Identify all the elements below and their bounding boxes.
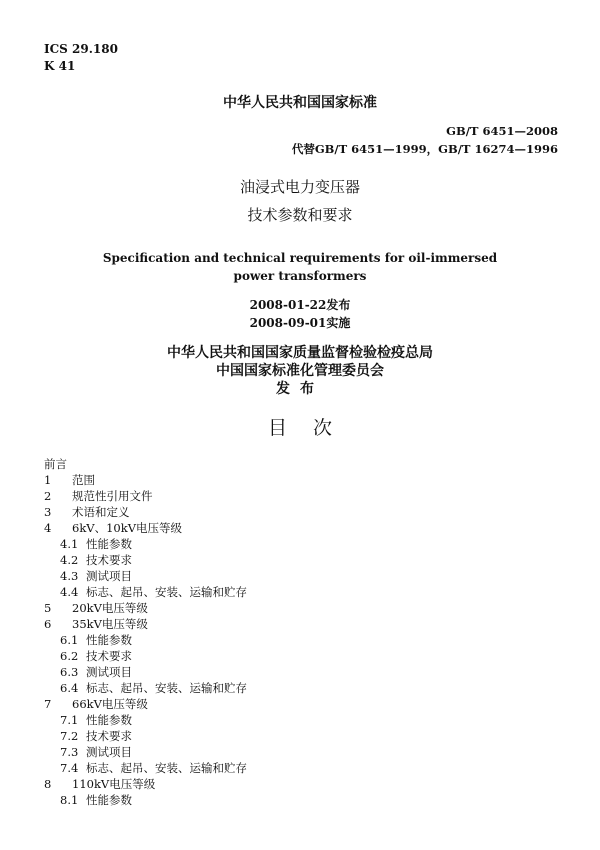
standard-code: GB/T 6451—2008: [446, 124, 558, 138]
toc-item[interactable]: [44, 792, 247, 808]
toc-item-number: 7.4: [60, 761, 79, 775]
toc-item-number: 8.1: [60, 793, 79, 807]
toc-item-number: 7.3: [60, 745, 79, 759]
toc-item-label: 技术要求: [86, 553, 132, 567]
title-en-line1: Specification and technical requirements for oil-immersed: [102, 251, 498, 265]
toc-item-number: 4.3: [60, 569, 79, 583]
toc-item[interactable]: [44, 648, 247, 664]
toc-item-number: 4: [44, 521, 52, 535]
toc-item-label: 35kV电压等级: [72, 617, 148, 631]
toc-item-number: 6.3: [60, 665, 79, 679]
implement-date: 2008-09-01实施: [249, 316, 351, 330]
toc-item-label: 标志、起吊、安装、运输和贮存: [86, 681, 247, 695]
toc-item-number: 6.2: [60, 649, 79, 663]
toc-item-label: 性能参数: [86, 713, 132, 727]
toc-item[interactable]: [44, 696, 247, 712]
toc-item-label: 性能参数: [86, 537, 132, 551]
toc-item-label: 性能参数: [86, 793, 132, 807]
toc-item[interactable]: [44, 632, 247, 648]
toc-item-label: 技术要求: [86, 729, 132, 743]
toc-item-number: 6: [44, 617, 52, 631]
toc-item-label: 标志、起吊、安装、运输和贮存: [86, 761, 247, 775]
toc-item[interactable]: [44, 536, 247, 552]
toc-item-number: 3: [44, 505, 52, 519]
title-en: [0, 249, 600, 285]
toc-item[interactable]: [44, 584, 247, 600]
issuer-block: [0, 344, 600, 398]
toc-item-label: 性能参数: [86, 633, 132, 647]
toc-item[interactable]: [44, 568, 247, 584]
toc-item-label: 前言: [44, 457, 67, 471]
title-cn-line2: 技术参数和要求: [247, 206, 353, 224]
toc-item[interactable]: [44, 456, 247, 472]
toc-item[interactable]: [44, 616, 247, 632]
ics-code: ICS 29.180: [44, 42, 118, 56]
toc-item-number: 4.4: [60, 585, 79, 599]
toc-item-number: 6.4: [60, 681, 79, 695]
title-en-line2: power transformers: [233, 269, 367, 283]
toc-item-label: 标志、起吊、安装、运输和贮存: [86, 585, 247, 599]
toc-item-number: 7.1: [60, 713, 79, 727]
toc-item-label: 测试项目: [86, 569, 132, 583]
standard-number-block: [292, 122, 558, 158]
toc-item-number: 7: [44, 697, 52, 711]
dates-block: [0, 296, 600, 332]
toc-item-label: 测试项目: [86, 665, 132, 679]
title-cn-line1: 油浸式电力变压器: [239, 178, 360, 196]
toc-item-number: 1: [44, 473, 52, 487]
toc-item[interactable]: [44, 520, 247, 536]
toc-item[interactable]: [44, 728, 247, 744]
toc-item[interactable]: [44, 744, 247, 760]
toc-item[interactable]: [44, 680, 247, 696]
toc-item-label: 范围: [72, 473, 95, 487]
table-of-contents: [44, 456, 247, 808]
classification-codes: [44, 41, 118, 75]
toc-item-label: 规范性引用文件: [72, 489, 153, 503]
toc-item-label: 技术要求: [86, 649, 132, 663]
toc-item-number: 7.2: [60, 729, 79, 743]
issue-word: 发布: [276, 381, 324, 397]
toc-item-label: 20kV电压等级: [72, 601, 148, 615]
publish-date: 2008-01-22发布: [249, 298, 351, 312]
national-standard-heading: 中华人民共和国国家标准: [223, 95, 377, 111]
issuer-line1: 中华人民共和国国家质量监督检验检疫总局: [167, 345, 433, 361]
toc-item[interactable]: [44, 776, 247, 792]
issuer-line2: 中国国家标准化管理委员会: [216, 363, 384, 379]
toc-item[interactable]: [44, 488, 247, 504]
toc-item[interactable]: [44, 712, 247, 728]
toc-item[interactable]: [44, 760, 247, 776]
replaces-note: 代替GB/T 6451—1999，GB/T 16274—1996: [291, 142, 558, 156]
toc-item[interactable]: [44, 600, 247, 616]
toc-item-number: 8: [44, 777, 52, 791]
toc-item-label: 术语和定义: [72, 505, 130, 519]
toc-item-number: 6.1: [60, 633, 79, 647]
toc-title: 目次: [267, 417, 358, 439]
toc-item-number: 2: [44, 489, 52, 503]
toc-item-number: 5: [44, 601, 52, 615]
ccs-code: K 41: [44, 59, 76, 73]
toc-item[interactable]: [44, 664, 247, 680]
toc-item[interactable]: [44, 504, 247, 520]
toc-item-number: 4.1: [60, 537, 79, 551]
toc-item-label: 测试项目: [86, 745, 132, 759]
toc-item-number: 4.2: [60, 553, 79, 567]
toc-item-label: 110kV电压等级: [72, 777, 156, 791]
toc-item-label: 6kV、10kV电压等级: [72, 521, 182, 535]
toc-item[interactable]: [44, 552, 247, 568]
toc-item[interactable]: [44, 472, 247, 488]
toc-item-label: 66kV电压等级: [72, 697, 148, 711]
